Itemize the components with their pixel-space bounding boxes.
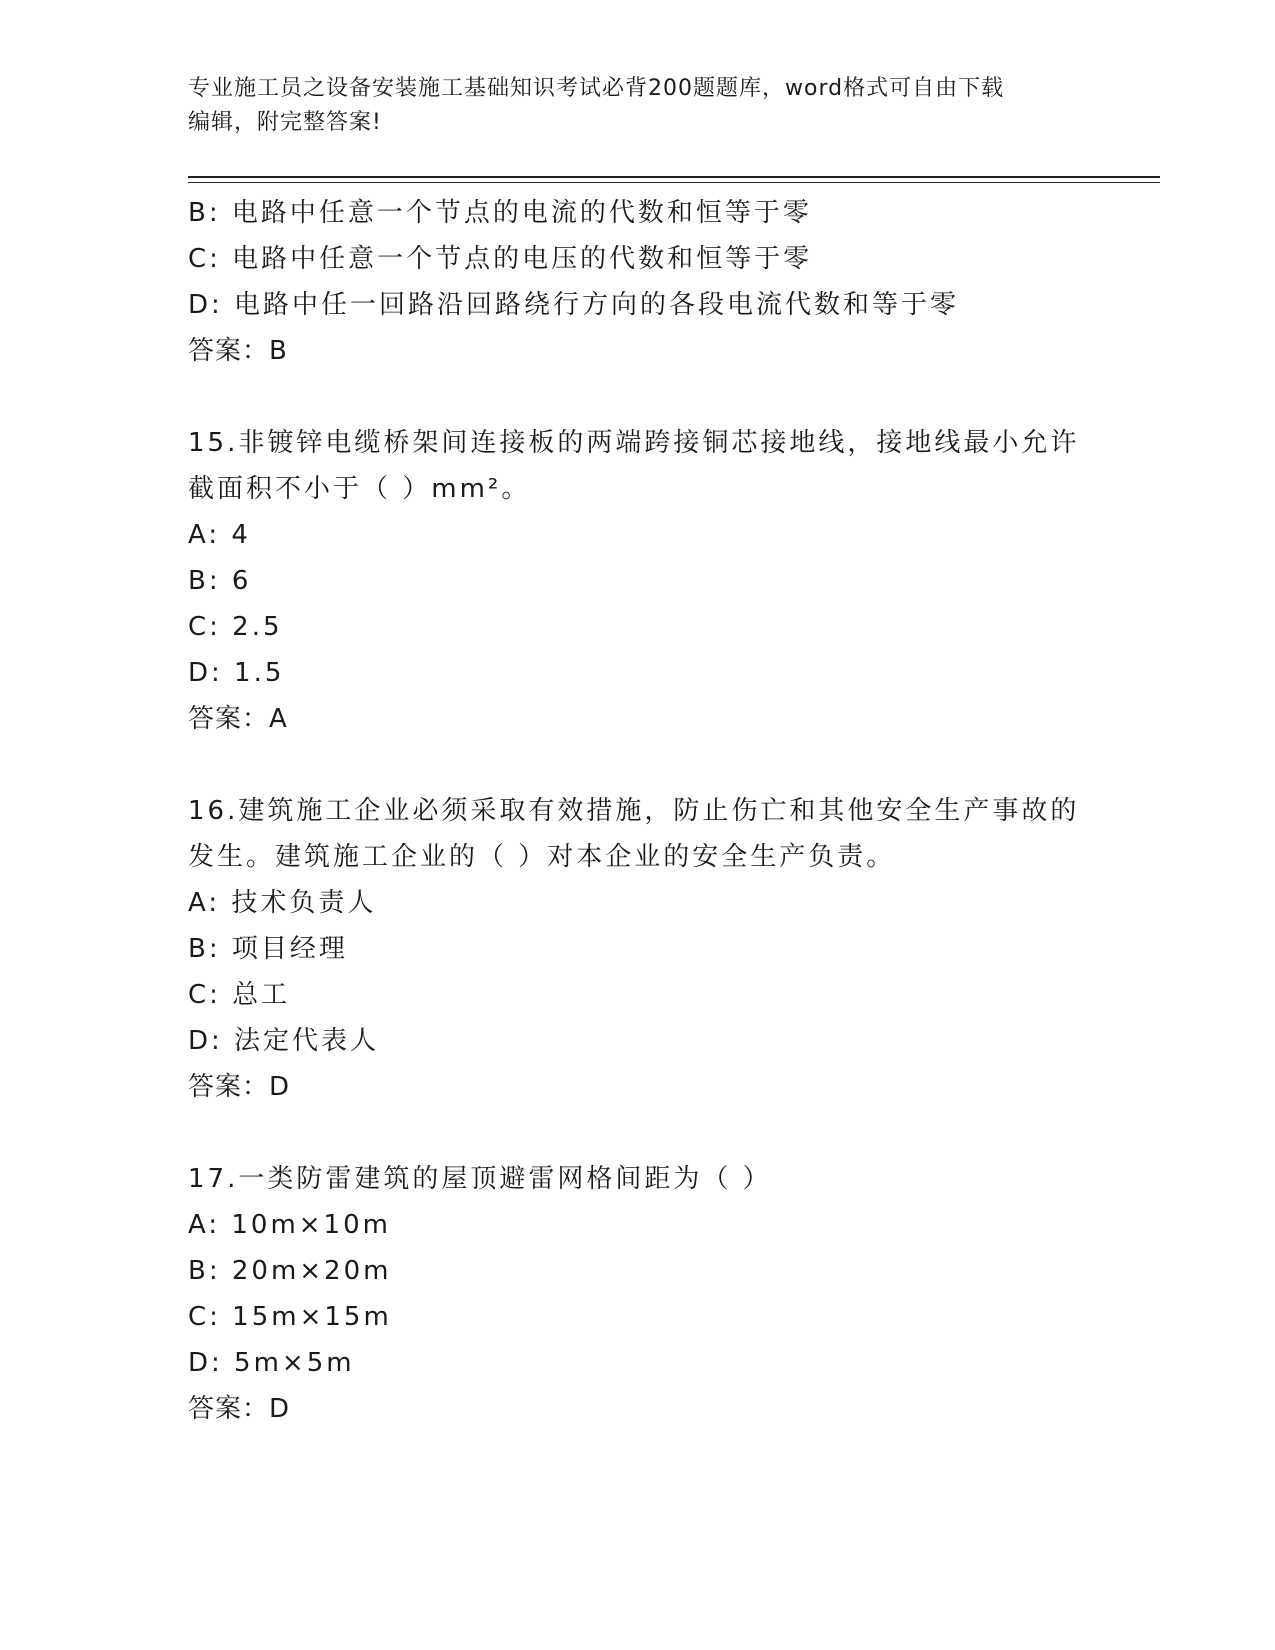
answer-text: 答案：B [188,336,288,366]
option-c: C: 15m×15m [188,1302,392,1332]
answer-text: 答案：D [188,1072,291,1102]
question-14-continued [188,190,1088,374]
header-line-2: 编辑，附完整答案! [188,110,382,135]
spacer [188,742,1088,788]
option-d: D: 法定代表人 [188,1026,380,1056]
answer-text: 答案：D [188,1394,291,1424]
header-divider-thin [188,182,1160,183]
answer-text: 答案：A [188,704,288,734]
header-line-1: 专业施工员之设备安装施工基础知识考试必背200题题库，word格式可自由下载 [188,76,1005,101]
option-b: B: 20m×20m [188,1256,392,1286]
option-c: C: 总工 [188,980,291,1010]
option-c: C: 电路中任意一个节点的电压的代数和恒等于零 [188,244,813,274]
option-c: C: 2.5 [188,612,283,642]
option-b: B: 项目经理 [188,934,348,964]
question-text-line: 15.非镀锌电缆桥架间连接板的两端跨接铜芯接地线，接地线最小允许 [188,428,1080,458]
question-17 [188,1156,1088,1432]
document-header [188,72,1068,140]
question-15 [188,420,1088,742]
option-d: D: 1.5 [188,658,285,688]
question-text-line: 16.建筑施工企业必须采取有效措施，防止伤亡和其他安全生产事故的 [188,796,1080,826]
option-d: D: 5m×5m [188,1348,355,1378]
question-text-line: 截面积不小于（ ）mm²。 [188,474,531,504]
question-text-line: 发生。建筑施工企业的（ ）对本企业的安全生产负责。 [188,842,896,872]
option-d: D: 电路中任一回路沿回路绕行方向的各段电流代数和等于零 [188,290,960,320]
option-b: B: 6 [188,566,252,596]
option-a: A: 技术负责人 [188,888,377,918]
question-text-line: 17.一类防雷建筑的屋顶避雷网格间距为（ ） [188,1164,772,1194]
spacer [188,374,1088,420]
question-list [188,190,1088,1432]
option-a: A: 10m×10m [188,1210,391,1240]
spacer [188,1110,1088,1156]
option-b: B: 电路中任意一个节点的电流的代数和恒等于零 [188,198,812,228]
option-a: A: 4 [188,520,251,550]
header-divider-thick [188,176,1160,178]
question-16 [188,788,1088,1110]
